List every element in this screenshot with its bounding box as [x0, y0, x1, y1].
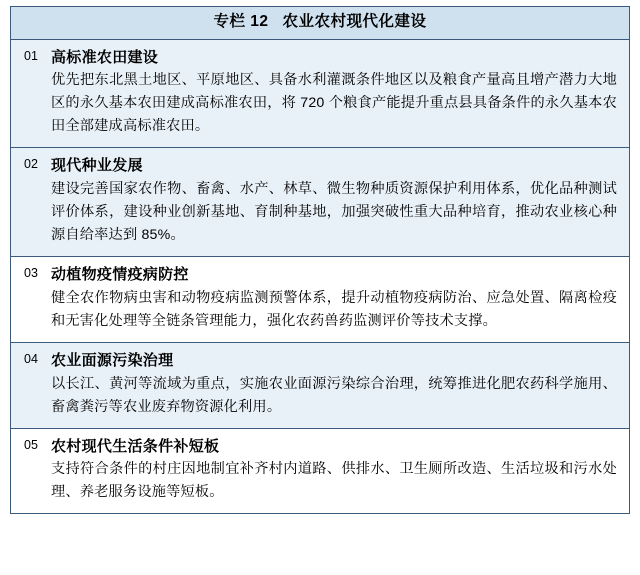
row-number: 03 — [24, 266, 38, 281]
table-row — [11, 40, 629, 149]
row-number: 01 — [24, 48, 38, 63]
row-number: 04 — [24, 351, 38, 366]
row-body: 支持符合条件的村庄因地制宜补齐村内道路、供排水、卫生厕所改造、生活垃圾和污水处理、养老服务设施等短板。 — [51, 461, 617, 501]
row-content — [51, 429, 629, 514]
row-title: 现代种业发展 — [51, 157, 143, 175]
row-body: 健全农作物病虫害和动物疫病监测预警体系，提升动植物疫病防治、应急处置、隔离检疫和无害化处理等全链条管理能力，强化农药兽药监测评价等技术支撑。 — [51, 289, 617, 329]
table-row — [11, 343, 629, 429]
row-content — [51, 40, 629, 148]
table-row — [11, 257, 629, 343]
row-body: 优先把东北黑土地区、平原地区、具备水利灌溉条件地区以及粮食产量高且增产潜力大地区的永久基本农田建成高标准农田，将 720 个粮食产能提升重点县具备条件的永久基本农田全部建成高标准农田。 — [51, 72, 617, 135]
panel-title-label: 专栏 12 — [213, 13, 269, 30]
table-row — [11, 429, 629, 514]
row-number: 02 — [24, 157, 38, 172]
row-number: 05 — [24, 437, 38, 452]
row-content — [51, 257, 629, 342]
feature-box — [10, 6, 630, 514]
table-row — [11, 148, 629, 257]
row-body: 以长江、黄河等流域为重点，实施农业面源污染综合治理，统筹推进化肥农药科学施用、畜禽粪污等农业废弃物资源化利用。 — [51, 375, 617, 415]
panel-title — [11, 7, 629, 40]
row-title: 高标准农田建设 — [51, 48, 159, 66]
row-title: 农村现代生活条件补短板 — [51, 437, 220, 455]
row-body: 建设完善国家农作物、畜禽、水产、林草、微生物种质资源保护利用体系，优化品种测试评价体系，建设种业创新基地、育制种基地，加强突破性重大品种培育，推动农业核心种源自给率达到 85%。 — [51, 181, 617, 244]
row-title: 农业面源污染治理 — [51, 351, 174, 369]
row-title: 动植物疫情疫病防控 — [51, 266, 189, 284]
panel-title-text: 农业农村现代化建设 — [282, 13, 427, 30]
row-content — [51, 343, 629, 428]
row-content — [51, 148, 629, 256]
